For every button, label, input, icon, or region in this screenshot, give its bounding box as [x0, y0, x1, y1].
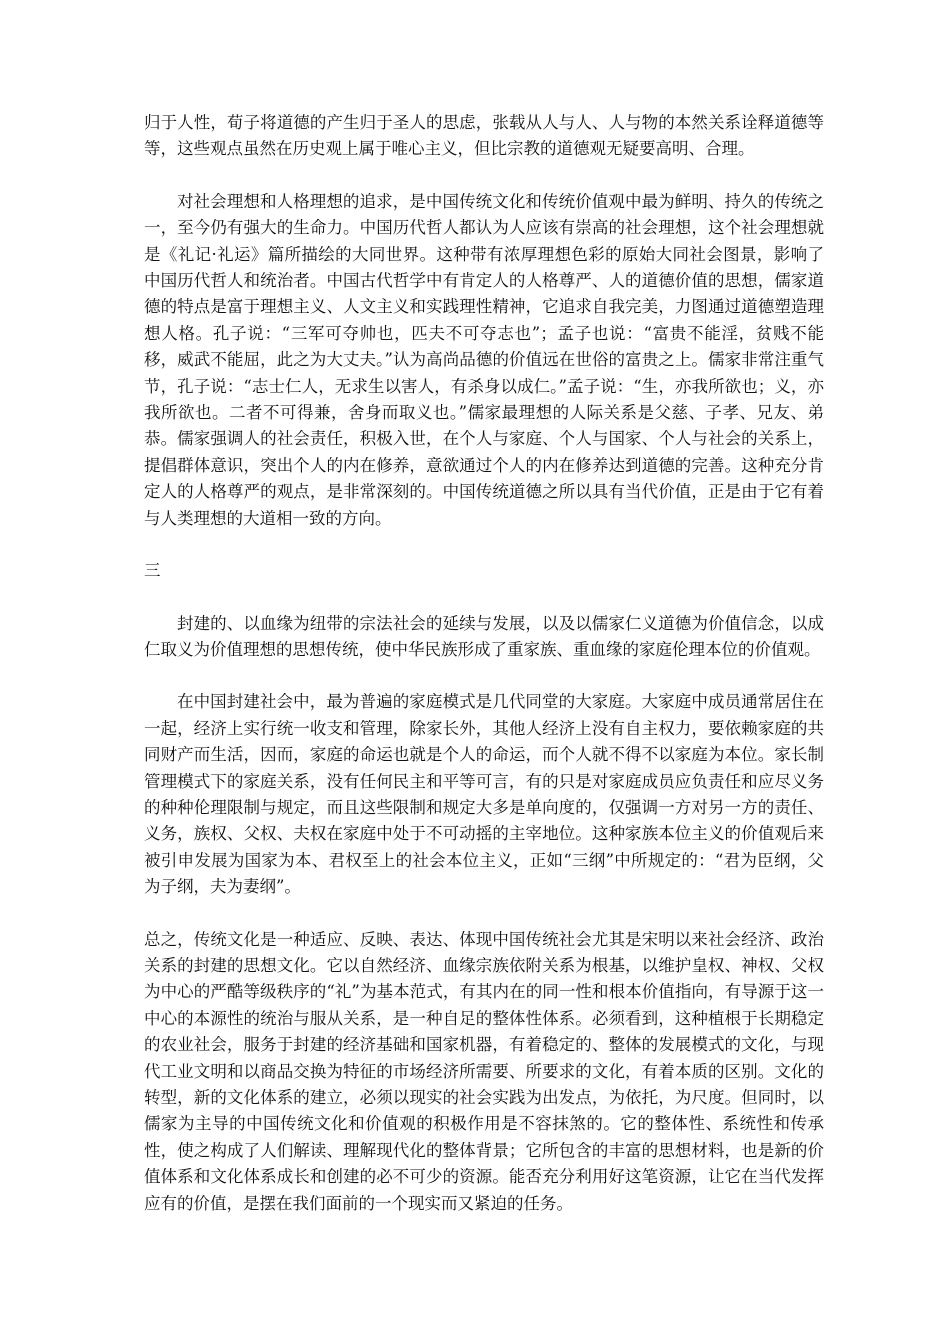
paragraph-social-ideal: 对社会理想和人格理想的追求，是中国传统文化和传统价值观中最为鲜明、持久的传统之一，至今仍有强大的生命力。中国历代哲人都认为人应该有崇高的社会理想，这个社会理想就是《礼记·礼运》篇所描绘的大同世界。这种带有浓厚理想色彩的原始大同社会图景，影响了中国历代哲人和统治者。中国古代哲学中有肯定人的人格尊严、人的道德价值的思想，儒家道德的特点是富于理想主义、人文主义和实践理性精神，它追求自我完美，力图通过道德塑造理想人格。孔子说：“三军可夺帅也，匹夫不可夺志也”；孟子也说：“富贵不能淫，贫贱不能移，威武不能屈，此之为大丈夫。”认为高尚品德的价值远在世俗的富贵之上。儒家非常注重气节，孔子说：“志士仁人，无求生以害人，有杀身以成仁。”孟子说：“生，亦我所欲也；义，亦我所欲也。二者不可得兼，舍身而取义也。”儒家最理想的人际关系是父慈、子孝、兄友、弟恭。儒家强调人的社会责任，积极入世，在个人与家庭、个人与国家、个人与社会的关系上，提倡群体意识，突出个人的内在修养，意欲通过个人的内在修养达到道德的完善。这种充分肯定人的人格尊严的观点，是非常深刻的。中国传统道德之所以具有当代价值，正是由于它有着与人类理想的大道相一致的方向。	[144, 191, 824, 528]
paragraph-continuation: 归于人性，荀子将道德的产生归于圣人的思虑，张载从人与人、人与物的本然关系诠释道德等等，这些观点虽然在历史观上属于唯心主义，但比宗教的道德观无疑要高明、合理。	[144, 113, 824, 159]
paragraph-clan-society: 封建的、以血缘为纽带的宗法社会的延续与发展，以及以儒家仁义道德为价值信念，以成仁取义为价值理想的思想传统，使中华民族形成了重家族、重血缘的家庭伦理本位的价值观。	[144, 613, 824, 659]
document-page	[144, 110, 824, 1217]
paragraph-family-model: 在中国封建社会中，最为普遍的家庭模式是几代同堂的大家庭。大家庭中成员通常居住在一起，经济上实行统一收支和管理，除家长外，其他人经济上没有自主权力，要依赖家庭的共同财产而生活，因而，家庭的命运也就是个人的命运，而个人就不得不以家庭为本位。家长制管理模式下的家庭关系，没有任何民主和平等可言，有的只是对家庭成员应负责任和应尽义务的种种伦理限制与规定，而且这些限制和规定大多是单向度的，仅强调一方对另一方的责任、义务，族权、父权、夫权在家庭中处于不可动摇的主宰地位。这种家族本位主义的价值观后来被引申发展为国家为本、君权至上的社会本位主义，正如“三纲”中所规定的：“君为臣纲，父为子纲，夫为妻纲”。	[144, 692, 824, 897]
paragraph-conclusion: 总之，传统文化是一种适应、反映、表达、体现中国传统社会尤其是宋明以来社会经济、政治关系的封建的思想文化。它以自然经济、血缘宗族依附关系为根基，以维护皇权、神权、父权为中心的严酷等级秩序的“礼”为基本范式，有其内在的同一性和根本价值指向，有导源于这一中心的本源性的统治与服从关系，是一种自足的整体性体系。必须看到，这种植根于长期稳定的农业社会，服务于封建的经济基础和国家机器，有着稳定的、整体的发展模式的文化，与现代工业文明和以商品交换为特征的市场经济所需要、所要求的文化，有着本质的区别。文化的转型，新的文化体系的建立，必须以现实的社会实践为出发点，为依托，为尺度。但同时，以儒家为主导的中国传统文化和价值观的积极作用是不容抹煞的。它的整体性、系统性和传承性，使之构成了人们解读、理解现代化的整体背景；它所包含的丰富的思想材料，也是新的价值体系和文化体系成长和创建的必不可少的资源。能否充分利用好这笔资源，让它在当代发挥应有的价值，是摆在我们面前的一个现实而又紧迫的任务。	[144, 929, 824, 1213]
section-heading: 三	[144, 561, 161, 581]
